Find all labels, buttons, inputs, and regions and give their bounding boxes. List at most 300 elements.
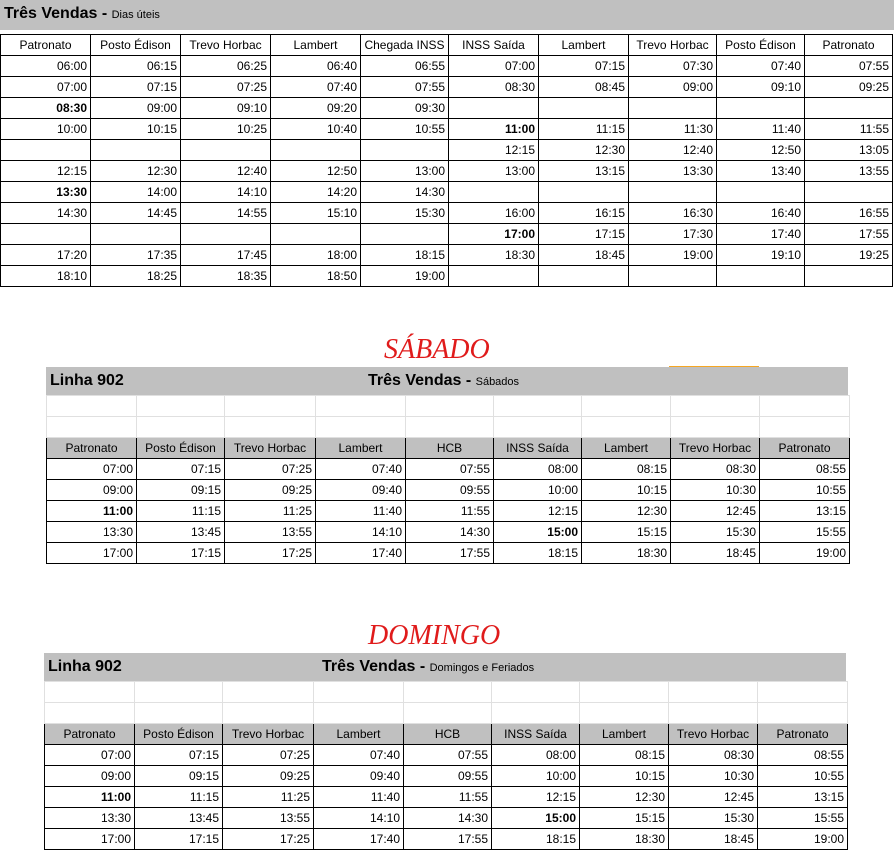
blank-cell [582, 396, 671, 417]
time-cell: 10:55 [758, 766, 848, 787]
time-cell: 07:25 [225, 459, 316, 480]
column-header: Posto Édison [137, 438, 225, 459]
time-cell: 11:55 [406, 501, 494, 522]
time-cell: 11:55 [805, 119, 893, 140]
table-row [47, 459, 850, 480]
time-cell: 09:15 [137, 480, 225, 501]
weekday-schedule-table [0, 34, 893, 287]
table-row [1, 224, 893, 245]
time-cell: 17:00 [449, 224, 539, 245]
time-cell: 08:45 [539, 77, 629, 98]
column-header: Chegada INSS [361, 35, 449, 56]
time-cell: 08:00 [494, 459, 582, 480]
time-cell: 08:15 [582, 459, 671, 480]
time-cell: 14:10 [181, 182, 271, 203]
time-cell: 07:15 [539, 56, 629, 77]
time-cell: 18:30 [582, 543, 671, 564]
time-cell: 17:15 [137, 543, 225, 564]
time-cell: 10:55 [361, 119, 449, 140]
column-header: Posto Édison [717, 35, 805, 56]
time-cell [629, 266, 717, 287]
time-cell: 07:00 [45, 745, 135, 766]
saturday-title-dash: - [461, 372, 476, 389]
time-cell: 09:00 [629, 77, 717, 98]
time-cell: 12:45 [671, 501, 760, 522]
time-cell: 17:15 [539, 224, 629, 245]
time-cell: 13:30 [629, 161, 717, 182]
time-cell: 13:30 [45, 808, 135, 829]
time-cell: 10:00 [492, 766, 580, 787]
weekday-title-group [4, 5, 160, 23]
time-cell: 10:55 [760, 480, 850, 501]
column-header: INSS Saída [494, 438, 582, 459]
sunday-title-dash: - [415, 658, 430, 675]
time-cell [449, 182, 539, 203]
column-header: Lambert [580, 724, 669, 745]
time-cell: 18:30 [580, 829, 669, 850]
time-cell: 14:00 [91, 182, 181, 203]
sunday-title: Três Vendas [322, 658, 416, 675]
time-cell: 13:55 [805, 161, 893, 182]
time-cell [805, 182, 893, 203]
header-row [47, 438, 850, 459]
time-cell: 17:20 [1, 245, 91, 266]
time-cell: 07:15 [91, 77, 181, 98]
column-header: Lambert [314, 724, 404, 745]
blank-cell [669, 682, 758, 703]
blank-cell [758, 682, 848, 703]
weekday-title-dash: - [97, 5, 112, 22]
time-cell: 07:30 [629, 56, 717, 77]
time-cell: 19:25 [805, 245, 893, 266]
blank-cell [137, 396, 225, 417]
column-header: Trevo Horbac [223, 724, 314, 745]
blank-cell [135, 682, 223, 703]
table-row [1, 98, 893, 119]
blank-cell [580, 703, 669, 724]
table-row [45, 829, 848, 850]
time-cell: 16:00 [449, 203, 539, 224]
time-cell: 11:25 [225, 501, 316, 522]
column-header: Trevo Horbac [671, 438, 760, 459]
time-cell: 19:00 [361, 266, 449, 287]
time-cell [91, 140, 181, 161]
column-header: Lambert [539, 35, 629, 56]
time-cell: 18:45 [539, 245, 629, 266]
time-cell: 09:25 [223, 766, 314, 787]
column-header: Posto Édison [135, 724, 223, 745]
time-cell [805, 98, 893, 119]
blank-row [47, 396, 850, 417]
time-cell: 09:40 [316, 480, 406, 501]
column-header: Patronato [758, 724, 848, 745]
time-cell: 12:30 [91, 161, 181, 182]
time-cell: 15:00 [492, 808, 580, 829]
time-cell [181, 224, 271, 245]
blank-cell [494, 417, 582, 438]
time-cell: 17:25 [225, 543, 316, 564]
time-cell: 11:40 [717, 119, 805, 140]
blank-row [45, 703, 848, 724]
table-row [1, 245, 893, 266]
blank-cell [135, 703, 223, 724]
saturday-subtitle: Sábados [475, 376, 520, 388]
time-cell [717, 98, 805, 119]
table-row [45, 766, 848, 787]
blank-cell [316, 417, 406, 438]
blank-cell [45, 682, 135, 703]
time-cell: 18:45 [671, 543, 760, 564]
time-cell: 12:40 [181, 161, 271, 182]
time-cell [539, 98, 629, 119]
time-cell: 09:00 [45, 766, 135, 787]
time-cell: 15:15 [582, 522, 671, 543]
blank-cell [760, 417, 850, 438]
time-cell [271, 140, 361, 161]
blank-cell [760, 396, 850, 417]
time-cell: 11:00 [449, 119, 539, 140]
table-row [45, 787, 848, 808]
time-cell: 07:15 [137, 459, 225, 480]
time-cell: 15:30 [669, 808, 758, 829]
time-cell: 13:05 [805, 140, 893, 161]
time-cell: 13:30 [47, 522, 137, 543]
time-cell: 10:00 [494, 480, 582, 501]
time-cell: 17:45 [181, 245, 271, 266]
time-cell: 08:30 [671, 459, 760, 480]
blank-cell [406, 417, 494, 438]
time-cell: 18:15 [361, 245, 449, 266]
time-cell: 10:40 [271, 119, 361, 140]
time-cell: 14:20 [271, 182, 361, 203]
blank-cell [492, 703, 580, 724]
time-cell: 09:55 [404, 766, 492, 787]
time-cell: 12:40 [629, 140, 717, 161]
time-cell: 17:40 [316, 543, 406, 564]
time-cell: 13:00 [449, 161, 539, 182]
column-header: INSS Saída [449, 35, 539, 56]
time-cell: 09:10 [717, 77, 805, 98]
time-cell [539, 182, 629, 203]
time-cell: 17:30 [629, 224, 717, 245]
time-cell: 14:55 [181, 203, 271, 224]
blank-cell [404, 703, 492, 724]
table-row [47, 522, 850, 543]
column-header: Trevo Horbac [629, 35, 717, 56]
column-header: Lambert [316, 438, 406, 459]
time-cell: 06:15 [91, 56, 181, 77]
time-cell: 17:15 [135, 829, 223, 850]
time-cell: 10:30 [671, 480, 760, 501]
time-cell: 09:10 [181, 98, 271, 119]
weekday-title-bar [0, 0, 894, 30]
time-cell: 15:55 [758, 808, 848, 829]
column-header: HCB [404, 724, 492, 745]
sunday-title-bar [44, 653, 846, 681]
blank-row [47, 417, 850, 438]
blank-row [45, 682, 848, 703]
time-cell: 11:15 [137, 501, 225, 522]
time-cell: 14:45 [91, 203, 181, 224]
time-cell: 14:30 [361, 182, 449, 203]
blank-cell [758, 703, 848, 724]
time-cell: 10:15 [91, 119, 181, 140]
blank-cell [671, 417, 760, 438]
time-cell: 12:30 [582, 501, 671, 522]
time-cell: 08:30 [1, 98, 91, 119]
time-cell: 10:25 [181, 119, 271, 140]
time-cell: 12:45 [669, 787, 758, 808]
time-cell: 07:00 [47, 459, 137, 480]
blank-cell [492, 682, 580, 703]
saturday-title-group [368, 372, 519, 390]
column-header: Trevo Horbac [225, 438, 316, 459]
time-cell: 19:00 [629, 245, 717, 266]
weekday-title: Três Vendas [4, 5, 98, 22]
time-cell: 17:25 [223, 829, 314, 850]
time-cell: 17:40 [314, 829, 404, 850]
time-cell: 19:00 [758, 829, 848, 850]
blank-cell [671, 396, 760, 417]
time-cell: 09:20 [271, 98, 361, 119]
time-cell: 17:35 [91, 245, 181, 266]
time-cell: 19:00 [760, 543, 850, 564]
time-cell: 17:55 [406, 543, 494, 564]
time-cell: 15:30 [671, 522, 760, 543]
time-cell: 13:55 [225, 522, 316, 543]
blank-cell [47, 417, 137, 438]
time-cell: 12:50 [717, 140, 805, 161]
time-cell: 12:50 [271, 161, 361, 182]
header-row [1, 35, 893, 56]
column-header: INSS Saída [492, 724, 580, 745]
time-cell: 17:55 [404, 829, 492, 850]
time-cell: 13:15 [758, 787, 848, 808]
table-row [1, 266, 893, 287]
time-cell: 16:55 [805, 203, 893, 224]
time-cell: 06:55 [361, 56, 449, 77]
column-header: Patronato [47, 438, 137, 459]
header-row [45, 724, 848, 745]
time-cell: 09:55 [406, 480, 494, 501]
time-cell: 13:45 [137, 522, 225, 543]
time-cell [361, 140, 449, 161]
time-cell: 09:15 [135, 766, 223, 787]
time-cell: 12:30 [539, 140, 629, 161]
time-cell: 08:55 [758, 745, 848, 766]
time-cell: 18:15 [492, 829, 580, 850]
time-cell: 09:25 [805, 77, 893, 98]
blank-cell [316, 396, 406, 417]
time-cell: 19:10 [717, 245, 805, 266]
time-cell: 09:40 [314, 766, 404, 787]
time-cell [91, 224, 181, 245]
sunday-subtitle: Domingos e Feriados [429, 662, 535, 674]
time-cell: 13:40 [717, 161, 805, 182]
time-cell: 08:55 [760, 459, 850, 480]
time-cell: 10:15 [580, 766, 669, 787]
time-cell: 11:15 [539, 119, 629, 140]
table-row [1, 161, 893, 182]
time-cell [1, 140, 91, 161]
blank-cell [137, 417, 225, 438]
time-cell: 17:00 [45, 829, 135, 850]
time-cell [449, 266, 539, 287]
time-cell: 11:55 [404, 787, 492, 808]
time-cell: 07:55 [404, 745, 492, 766]
time-cell: 11:00 [47, 501, 137, 522]
blank-cell [223, 703, 314, 724]
time-cell: 06:40 [271, 56, 361, 77]
time-cell: 16:30 [629, 203, 717, 224]
time-cell: 09:25 [225, 480, 316, 501]
time-cell [717, 266, 805, 287]
time-cell: 17:40 [717, 224, 805, 245]
time-cell: 10:00 [1, 119, 91, 140]
time-cell [449, 98, 539, 119]
blank-cell [582, 417, 671, 438]
time-cell: 07:40 [717, 56, 805, 77]
time-cell: 17:00 [47, 543, 137, 564]
column-header: Patronato [760, 438, 850, 459]
time-cell: 18:50 [271, 266, 361, 287]
table-row [47, 501, 850, 522]
time-cell: 18:15 [494, 543, 582, 564]
time-cell: 07:00 [449, 56, 539, 77]
time-cell: 12:30 [580, 787, 669, 808]
time-cell: 07:40 [271, 77, 361, 98]
time-cell: 09:00 [91, 98, 181, 119]
time-cell [181, 140, 271, 161]
time-cell [629, 182, 717, 203]
table-row [1, 77, 893, 98]
sunday-title-group [322, 658, 534, 676]
column-header: Trevo Horbac [181, 35, 271, 56]
time-cell: 14:10 [316, 522, 406, 543]
time-cell: 13:15 [760, 501, 850, 522]
time-cell: 15:00 [494, 522, 582, 543]
time-cell: 10:15 [582, 480, 671, 501]
time-cell: 07:25 [181, 77, 271, 98]
saturday-title-bar [46, 367, 848, 395]
time-cell: 07:00 [1, 77, 91, 98]
time-cell: 12:15 [449, 140, 539, 161]
time-cell: 08:00 [492, 745, 580, 766]
time-cell: 18:10 [1, 266, 91, 287]
time-cell: 18:00 [271, 245, 361, 266]
blank-cell [45, 703, 135, 724]
sunday-section-title: DOMINGO [368, 620, 501, 651]
blank-cell [580, 682, 669, 703]
time-cell [1, 224, 91, 245]
column-header: Patronato [1, 35, 91, 56]
time-cell: 18:35 [181, 266, 271, 287]
column-header: Patronato [805, 35, 893, 56]
time-cell: 18:30 [449, 245, 539, 266]
table-row [45, 808, 848, 829]
blank-cell [406, 396, 494, 417]
blank-cell [404, 682, 492, 703]
table-row [1, 56, 893, 77]
time-cell: 15:30 [361, 203, 449, 224]
time-cell: 15:10 [271, 203, 361, 224]
column-header: HCB [406, 438, 494, 459]
column-header: Lambert [271, 35, 361, 56]
time-cell: 12:15 [492, 787, 580, 808]
time-cell: 07:55 [805, 56, 893, 77]
time-cell: 13:15 [539, 161, 629, 182]
table-row [47, 480, 850, 501]
time-cell: 16:40 [717, 203, 805, 224]
saturday-title: Três Vendas [368, 372, 462, 389]
table-row [45, 745, 848, 766]
time-cell: 12:15 [494, 501, 582, 522]
blank-cell [314, 703, 404, 724]
blank-cell [225, 396, 316, 417]
time-cell: 13:45 [135, 808, 223, 829]
time-cell: 07:40 [316, 459, 406, 480]
time-cell: 07:25 [223, 745, 314, 766]
table-row [1, 140, 893, 161]
blank-cell [494, 396, 582, 417]
time-cell [805, 266, 893, 287]
time-cell: 11:25 [223, 787, 314, 808]
column-header: Posto Édison [91, 35, 181, 56]
time-cell: 13:55 [223, 808, 314, 829]
time-cell: 07:40 [314, 745, 404, 766]
time-cell: 14:30 [406, 522, 494, 543]
sunday-schedule-table [44, 681, 848, 850]
time-cell: 08:15 [580, 745, 669, 766]
time-cell [271, 224, 361, 245]
time-cell: 18:45 [669, 829, 758, 850]
time-cell: 09:30 [361, 98, 449, 119]
blank-cell [669, 703, 758, 724]
time-cell: 07:55 [406, 459, 494, 480]
saturday-section-title: SÁBADO [384, 334, 490, 365]
time-cell: 13:00 [361, 161, 449, 182]
time-cell [361, 224, 449, 245]
time-cell: 14:30 [404, 808, 492, 829]
table-row [47, 543, 850, 564]
time-cell [717, 182, 805, 203]
time-cell: 06:25 [181, 56, 271, 77]
time-cell: 11:15 [135, 787, 223, 808]
time-cell: 06:00 [1, 56, 91, 77]
time-cell: 17:55 [805, 224, 893, 245]
time-cell: 11:30 [629, 119, 717, 140]
time-cell: 14:30 [1, 203, 91, 224]
weekday-subtitle: Dias úteis [111, 9, 160, 21]
time-cell: 09:00 [47, 480, 137, 501]
time-cell: 15:15 [580, 808, 669, 829]
table-row [1, 182, 893, 203]
time-cell [629, 98, 717, 119]
column-header: Trevo Horbac [669, 724, 758, 745]
time-cell: 15:55 [760, 522, 850, 543]
time-cell: 12:15 [1, 161, 91, 182]
blank-cell [225, 417, 316, 438]
time-cell: 11:40 [314, 787, 404, 808]
blank-cell [47, 396, 137, 417]
time-cell: 11:40 [316, 501, 406, 522]
time-cell: 13:30 [1, 182, 91, 203]
sunday-line: Linha 902 [48, 658, 122, 675]
table-row [1, 119, 893, 140]
time-cell: 16:15 [539, 203, 629, 224]
blank-cell [314, 682, 404, 703]
time-cell: 18:25 [91, 266, 181, 287]
